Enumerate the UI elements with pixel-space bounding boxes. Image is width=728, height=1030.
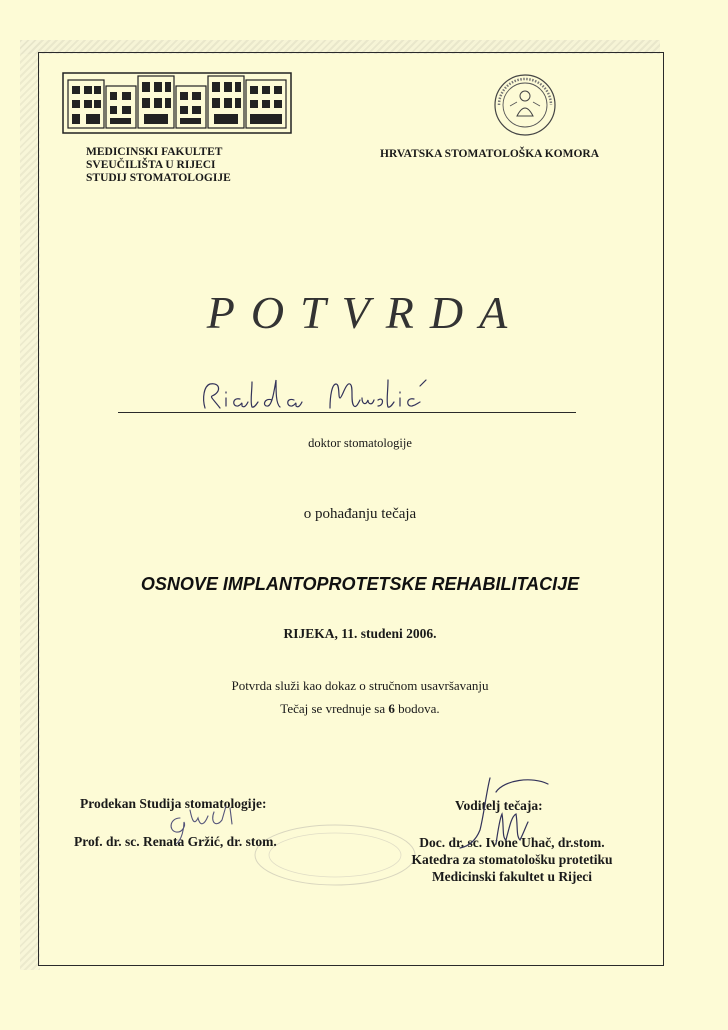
left-signature bbox=[160, 796, 250, 846]
document-title: POTVRDA bbox=[206, 287, 524, 338]
place-and-date: RIJEKA, 11. studeni 2006. bbox=[283, 626, 437, 641]
faculty-building-logo bbox=[62, 72, 292, 134]
scan-shadow-left bbox=[20, 40, 40, 970]
faculty-name bbox=[86, 146, 346, 185]
handwritten-recipient-name bbox=[180, 372, 480, 416]
left-signatory-name: Prof. dr. sc. Renata Gržić, dr. stom. bbox=[74, 834, 277, 849]
course-title: OSNOVE IMPLANTOPROTETSKE REHABILITACIJE bbox=[140, 574, 580, 594]
chamber-seal-logo bbox=[490, 72, 560, 138]
faculty-line-2: SVEUČILIŠTA U RIJECI bbox=[86, 159, 216, 171]
note-line-2-suffix: bodova. bbox=[394, 701, 440, 716]
right-signatory-department: Katedra za stomatološku protetiku bbox=[411, 852, 613, 867]
right-signature bbox=[440, 774, 560, 850]
chamber-name: HRVATSKA STOMATOLOŠKA KOMORA bbox=[380, 148, 599, 160]
faculty-line-3: STUDIJ STOMATOLOGIJE bbox=[86, 172, 231, 184]
faculty-line-1: MEDICINSKI FAKULTET bbox=[86, 146, 223, 158]
note-line-2-prefix: Tečaj se vrednuje sa bbox=[280, 701, 389, 716]
points-value: 6 bbox=[388, 701, 395, 716]
left-signatory-role: Prodekan Studija stomatologije: bbox=[80, 796, 267, 811]
right-signatory-role: Voditelj tečaja: bbox=[455, 798, 543, 813]
note-line-2 bbox=[80, 701, 640, 717]
right-signatory-faculty: Medicinski fakultet u Rijeci bbox=[431, 869, 593, 884]
recipient-profession: doktor stomatologije bbox=[308, 436, 412, 450]
recipient-name-line bbox=[118, 412, 576, 413]
note-line-1: Potvrda služi kao dokaz o stručnom usavršavanju bbox=[231, 678, 489, 693]
attendance-statement: o pohađanju tečaja bbox=[303, 506, 417, 522]
right-signatory-name: Doc. dr. sc. Ivone Uhač, dr.stom. bbox=[419, 835, 605, 850]
